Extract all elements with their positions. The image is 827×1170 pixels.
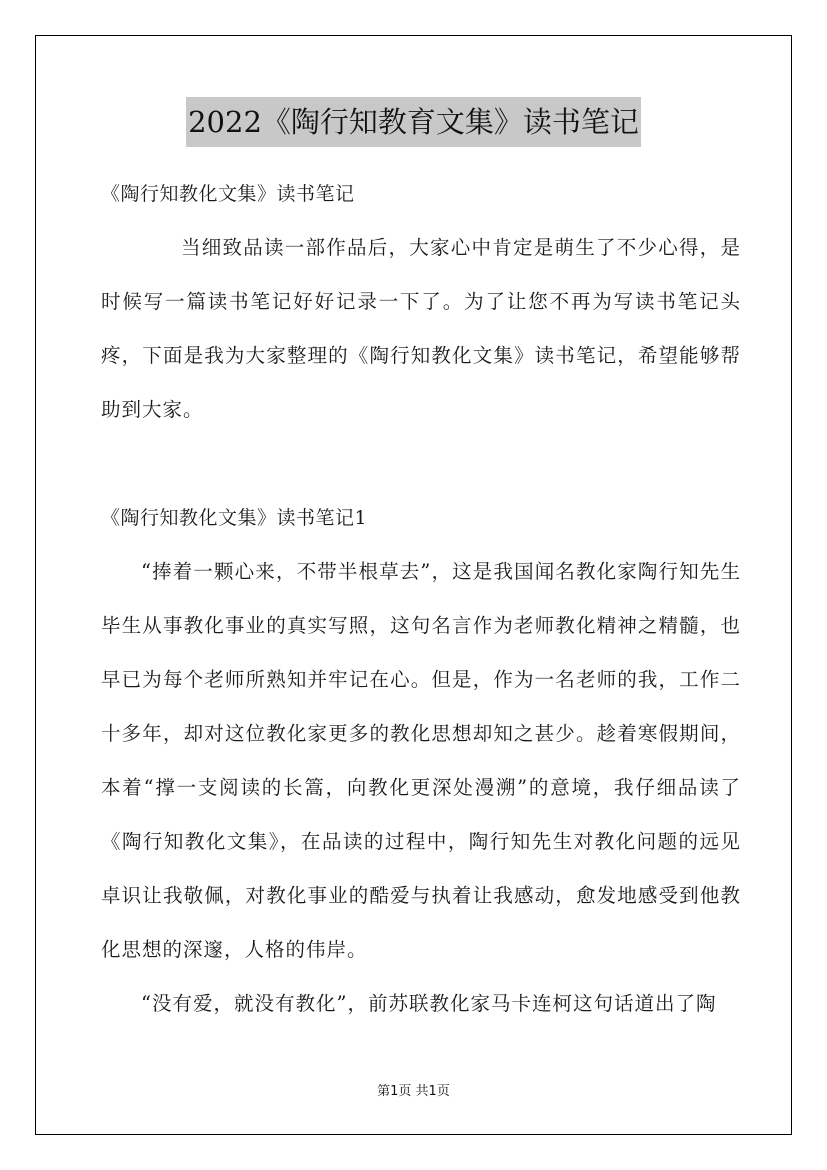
page-number-footer: 第1页 共1页 bbox=[377, 1084, 450, 1099]
title-container bbox=[0, 97, 827, 147]
document-body bbox=[101, 167, 741, 1031]
blank-line bbox=[101, 437, 741, 491]
section-heading: 《陶行知教化文集》读书笔记1 bbox=[101, 507, 368, 529]
section-paragraph-1: “捧着一颗心来，不带半根草去”，这是我国闻名教化家陶行知先生毕生从事教化事业的真实写照，这句名言作为老师教化精神之精髓，也早已为每个老师所熟知并牢记在心。但是，作为一名老师的我，工作二十多年，却对这位教化家更多的教化思想却知之甚少。趁着寒假期间，本着“撑一支阅读的长篙，向教化更深处漫溯”的意境，我仔细品读了《陶行知教化文集》，在品读的过程中，陶行知先生对教化问题的远见卓识让我敬佩，对教化事业的酷爱与执着让我感动，愈发地感受到他教化思想的深邃，人格的伟岸。 bbox=[101, 560, 741, 961]
intro-paragraph: 当细致品读一部作品后，大家心中肯定是萌生了不少心得，是时候写一篇读书笔记好好记录一下了。为了让您不再为写读书笔记头疼，下面是我为大家整理的《陶行知教化文集》读书笔记，希望能够帮助到大家。 bbox=[101, 236, 741, 421]
document-title: 2022《陶行知教育文集》读书笔记 bbox=[186, 97, 641, 147]
intro-heading: 《陶行知教化文集》读书笔记 bbox=[101, 183, 355, 205]
section-paragraph-2: “没有爱，就没有教化”，前苏联教化家马卡连柯这句话道出了陶 bbox=[141, 992, 717, 1015]
